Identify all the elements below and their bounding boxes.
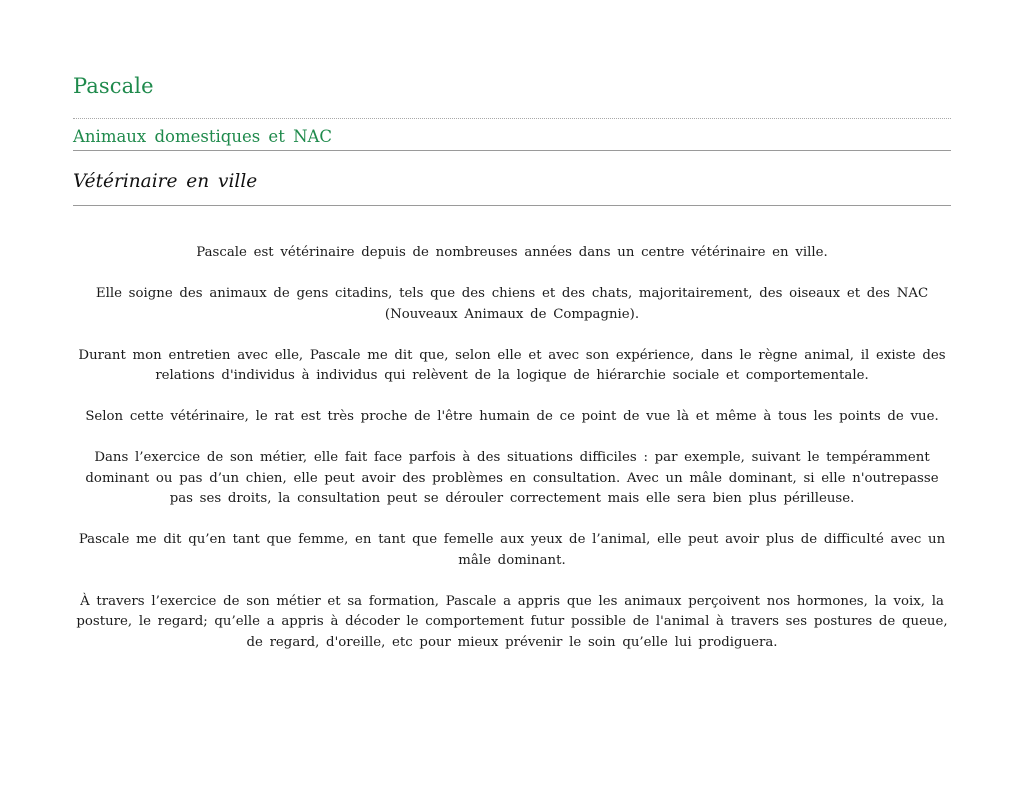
paragraph: Dans l’exercice de son métier, elle fait face parfois à des situations difficiles : par exemple, suivant le tempéramment dominant ou pas d’un chien, elle peut avoir des problèmes en consultation. Avec un mâle dominant, si elle n'outrepasse pas ses droits, la consultation peut se dérouler correctement mais elle sera bien plus périlleuse. xyxy=(85,450,939,506)
article-body xyxy=(73,243,951,674)
paragraph: Pascale est vétérinaire depuis de nombreuses années dans un centre vétérinaire en ville. xyxy=(196,245,828,260)
title-divider xyxy=(73,118,951,119)
subtitle-divider xyxy=(73,150,951,151)
paragraph: Elle soigne des animaux de gens citadins, tels que des chiens et des chats, majoritairement, des oiseaux et des NAC (Nouveaux Animaux de Compagnie). xyxy=(95,286,929,322)
section-divider xyxy=(73,205,951,206)
section-title: Vétérinaire en ville xyxy=(73,171,258,192)
paragraph: À travers l’exercice de son métier et sa formation, Pascale a appris que les animaux perçoivent nos hormones, la voix, la posture, le regard; qu’elle a appris à décoder le comportement futur possible de l'animal à travers ses postures de queue, de regard, d'oreille, etc pour mieux prévenir le soin qu’elle lui prodiguera. xyxy=(76,593,948,650)
paragraph: Durant mon entretien avec elle, Pascale me dit que, selon elle et avec son expérience, dans le règne animal, il existe des relations d'individus à individus qui relèvent de la logique de hiérarchie sociale et comportementale. xyxy=(78,347,946,383)
page-subtitle: Animaux domestiques et NAC xyxy=(73,127,333,146)
page-title: Pascale xyxy=(73,74,154,98)
paragraph: Selon cette vétérinaire, le rat est très proche de l'être humain de ce point de vue là et même à tous les points de vue. xyxy=(85,409,939,424)
paragraph: Pascale me dit qu’en tant que femme, en tant que femelle aux yeux de l’animal, elle peut avoir plus de difficulté avec un mâle dominant. xyxy=(78,532,946,568)
